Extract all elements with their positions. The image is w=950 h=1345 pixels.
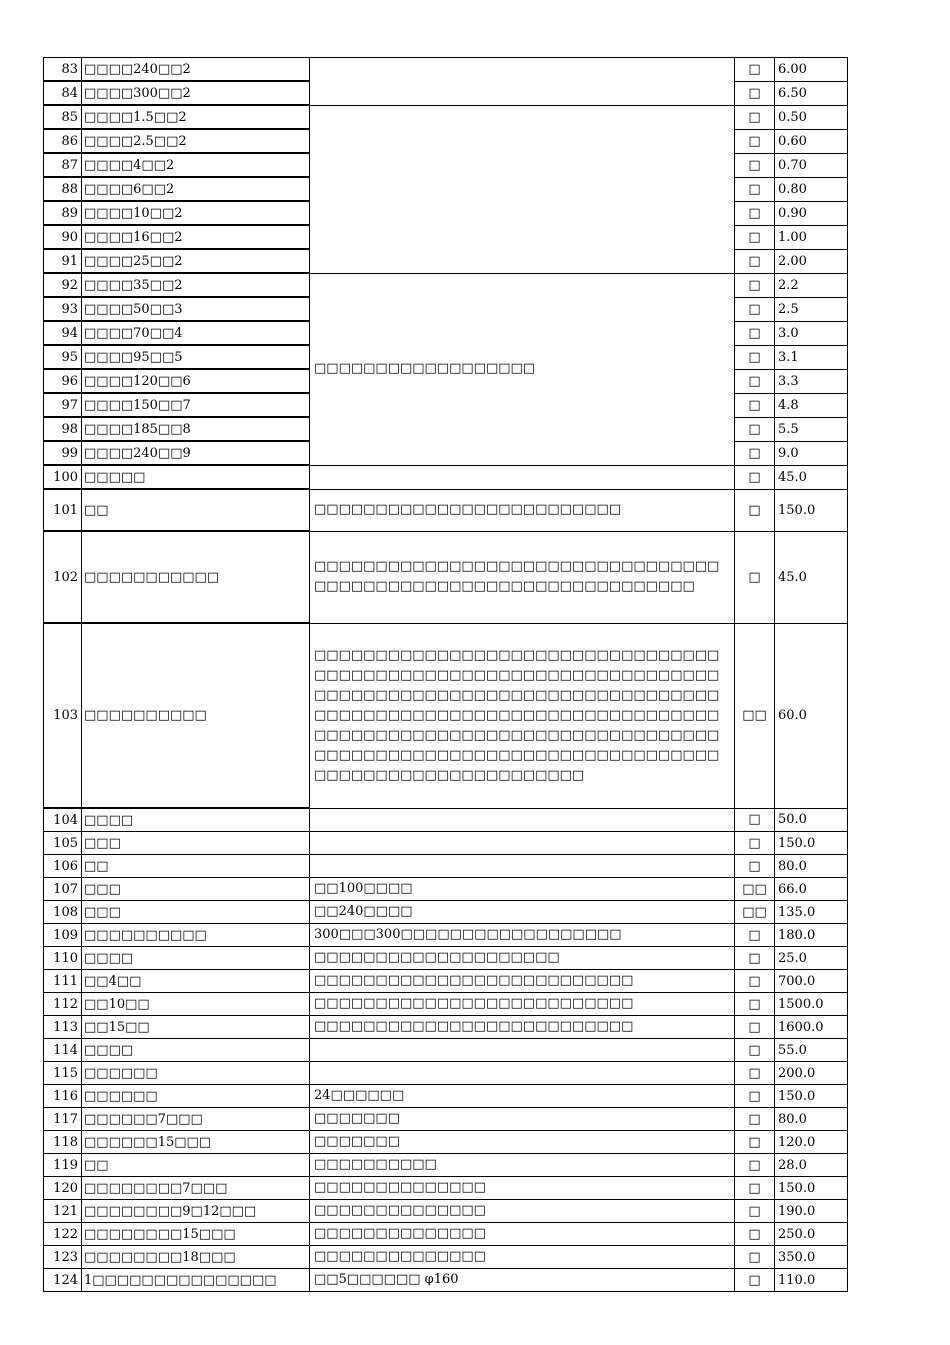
item-unit: □ — [735, 1131, 775, 1154]
table-row — [44, 947, 848, 970]
item-price: 0.70 — [775, 153, 848, 177]
item-name: □□□□ — [82, 808, 310, 832]
item-name: □□□□50□□3 — [82, 297, 310, 321]
item-price: 80.0 — [775, 855, 848, 878]
row-number: 124 — [44, 1269, 82, 1292]
row-number: 112 — [44, 993, 82, 1016]
item-price: 45.0 — [775, 531, 848, 623]
merged-description: □□□□□□□□□□□□□□□□□□ — [310, 273, 735, 465]
item-price: 700.0 — [775, 970, 848, 993]
item-price: 0.90 — [775, 201, 848, 225]
item-name: □□□□□□□□18□□□ — [82, 1246, 310, 1269]
item-name: 1□□□□□□□□□□□□□□□ — [82, 1269, 310, 1292]
item-description — [310, 1039, 735, 1062]
item-price: 120.0 — [775, 1131, 848, 1154]
item-description: □□□□□□□□□□□□□□ — [310, 1200, 735, 1223]
table-row — [44, 901, 848, 924]
item-description: □□□□□□□□□□□□□□□□□□□□□□□□□□□□□□□□□ □□□□□□□□□□□□□□□□□□□□□□□□□□□□□□□ — [310, 531, 735, 623]
item-unit: □ — [735, 808, 775, 832]
item-name: □□□□□ — [82, 465, 310, 489]
table-row — [44, 1085, 848, 1108]
table-row — [44, 465, 848, 489]
row-number: 101 — [44, 489, 82, 531]
item-unit: □□ — [735, 623, 775, 808]
item-unit: □ — [735, 153, 775, 177]
item-price: 5.5 — [775, 417, 848, 441]
item-price: 6.00 — [775, 58, 848, 82]
item-description: □□□□□□□□□□□□□□□□□□□□□□□□□ — [310, 489, 735, 531]
item-name: □□□□1.5□□2 — [82, 105, 310, 129]
item-price: 3.0 — [775, 321, 848, 345]
table-row — [44, 58, 848, 82]
merged-description — [310, 105, 735, 273]
row-number: 95 — [44, 345, 82, 369]
item-price: 2.00 — [775, 249, 848, 273]
item-price: 180.0 — [775, 924, 848, 947]
row-number: 91 — [44, 249, 82, 273]
item-name: □□□□300□□2 — [82, 81, 310, 105]
item-unit: □ — [735, 369, 775, 393]
item-description: 24□□□□□□ — [310, 1085, 735, 1108]
item-name: □□□□□□□□7□□□ — [82, 1177, 310, 1200]
item-unit: □ — [735, 273, 775, 297]
item-name: □□10□□ — [82, 993, 310, 1016]
item-description: □□□□□□□□□□□□□□ — [310, 1246, 735, 1269]
item-price: 45.0 — [775, 465, 848, 489]
table-row — [44, 832, 848, 855]
item-name: □□□□150□□7 — [82, 393, 310, 417]
item-name: □□□□35□□2 — [82, 273, 310, 297]
row-number: 120 — [44, 1177, 82, 1200]
item-price: 25.0 — [775, 947, 848, 970]
row-number: 83 — [44, 58, 82, 82]
row-number: 104 — [44, 808, 82, 832]
item-unit: □ — [735, 855, 775, 878]
item-description: □□100□□□□ — [310, 878, 735, 901]
item-price: 28.0 — [775, 1154, 848, 1177]
item-price: 9.0 — [775, 441, 848, 465]
item-name: □□4□□ — [82, 970, 310, 993]
row-number: 122 — [44, 1223, 82, 1246]
item-description: □□□□□□□□□□□□□□□□□□□□ — [310, 947, 735, 970]
row-number: 98 — [44, 417, 82, 441]
item-unit: □ — [735, 970, 775, 993]
item-unit: □ — [735, 393, 775, 417]
item-description: □□□□□□□□□□□□□□ — [310, 1223, 735, 1246]
item-price: 150.0 — [775, 489, 848, 531]
item-price: 66.0 — [775, 878, 848, 901]
row-number: 99 — [44, 441, 82, 465]
item-name: □□□□□□□□□□□ — [82, 531, 310, 623]
table-row — [44, 1177, 848, 1200]
item-price: 4.8 — [775, 393, 848, 417]
item-name: □□□ — [82, 901, 310, 924]
item-unit: □ — [735, 1177, 775, 1200]
item-unit: □ — [735, 249, 775, 273]
item-price: 190.0 — [775, 1200, 848, 1223]
table-row — [44, 924, 848, 947]
item-description: □□□□□□□□□□□□□□ — [310, 1177, 735, 1200]
item-price: 0.80 — [775, 177, 848, 201]
row-number: 121 — [44, 1200, 82, 1223]
item-unit: □ — [735, 201, 775, 225]
item-name: □□□□6□□2 — [82, 177, 310, 201]
merged-description — [310, 58, 735, 106]
item-unit: □ — [735, 1154, 775, 1177]
item-unit: □ — [735, 1062, 775, 1085]
row-number: 106 — [44, 855, 82, 878]
item-price: 135.0 — [775, 901, 848, 924]
row-number: 117 — [44, 1108, 82, 1131]
item-unit: □□ — [735, 901, 775, 924]
item-description — [310, 1062, 735, 1085]
item-description: □□□□□□□□□□□□□□□□□□□□□□□□□□ — [310, 1016, 735, 1039]
item-name: □□□□□□7□□□ — [82, 1108, 310, 1131]
item-price: 80.0 — [775, 1108, 848, 1131]
item-name: □□□□□□□□15□□□ — [82, 1223, 310, 1246]
item-name: □□ — [82, 489, 310, 531]
item-name: □□15□□ — [82, 1016, 310, 1039]
item-description: □□□□□□□□□□ — [310, 1154, 735, 1177]
item-name: □□□□95□□5 — [82, 345, 310, 369]
row-number: 116 — [44, 1085, 82, 1108]
item-unit: □ — [735, 321, 775, 345]
table-row — [44, 808, 848, 832]
row-number: 111 — [44, 970, 82, 993]
item-name: □□□□25□□2 — [82, 249, 310, 273]
item-description — [310, 808, 735, 832]
row-number: 100 — [44, 465, 82, 489]
row-number: 118 — [44, 1131, 82, 1154]
row-number: 84 — [44, 81, 82, 105]
row-number: 119 — [44, 1154, 82, 1177]
item-name: □□□□ — [82, 947, 310, 970]
table-row — [44, 1108, 848, 1131]
row-number: 103 — [44, 623, 82, 808]
item-name: □□□□2.5□□2 — [82, 129, 310, 153]
row-number: 113 — [44, 1016, 82, 1039]
item-unit: □ — [735, 993, 775, 1016]
item-name: □□□□10□□2 — [82, 201, 310, 225]
item-name: □□□□70□□4 — [82, 321, 310, 345]
table-row — [44, 1154, 848, 1177]
row-number: 109 — [44, 924, 82, 947]
item-description: □□□□□□□□□□□□□□□□□□□□□□□□□□ — [310, 993, 735, 1016]
item-description: □□5□□□□□□ φ160 — [310, 1269, 735, 1292]
table-row — [44, 273, 848, 297]
item-description: 300□□□300□□□□□□□□□□□□□□□□□□ — [310, 924, 735, 947]
item-name: □□□□240□□9 — [82, 441, 310, 465]
item-price: 0.60 — [775, 129, 848, 153]
item-description — [310, 832, 735, 855]
item-unit: □ — [735, 465, 775, 489]
row-number: 115 — [44, 1062, 82, 1085]
row-number: 85 — [44, 105, 82, 129]
item-unit: □ — [735, 345, 775, 369]
item-name: □□ — [82, 1154, 310, 1177]
table-row — [44, 993, 848, 1016]
row-number: 97 — [44, 393, 82, 417]
item-name: □□□ — [82, 878, 310, 901]
table-row — [44, 1246, 848, 1269]
item-price: 110.0 — [775, 1269, 848, 1292]
row-number: 107 — [44, 878, 82, 901]
item-unit: □ — [735, 417, 775, 441]
item-name: □□□□□□ — [82, 1085, 310, 1108]
item-unit: □ — [735, 947, 775, 970]
table-row — [44, 1269, 848, 1292]
row-number: 92 — [44, 273, 82, 297]
item-unit: □ — [735, 1223, 775, 1246]
item-description — [310, 465, 735, 489]
item-description: □□□□□□□ — [310, 1131, 735, 1154]
item-description: □□□□□□□□□□□□□□□□□□□□□□□□□□ — [310, 970, 735, 993]
table-row — [44, 1223, 848, 1246]
table-row — [44, 970, 848, 993]
row-number: 86 — [44, 129, 82, 153]
item-unit: □ — [735, 1039, 775, 1062]
item-description — [310, 855, 735, 878]
item-description: □□□□□□□ — [310, 1108, 735, 1131]
table-row — [44, 855, 848, 878]
item-unit: □□ — [735, 878, 775, 901]
item-name: □□□□ — [82, 1039, 310, 1062]
row-number: 90 — [44, 225, 82, 249]
item-price: 1.00 — [775, 225, 848, 249]
item-unit: □ — [735, 225, 775, 249]
item-unit: □ — [735, 489, 775, 531]
item-name: □□□□16□□2 — [82, 225, 310, 249]
table-row — [44, 531, 848, 623]
row-number: 123 — [44, 1246, 82, 1269]
table-row — [44, 1062, 848, 1085]
item-unit: □ — [735, 531, 775, 623]
item-unit: □ — [735, 441, 775, 465]
row-number: 94 — [44, 321, 82, 345]
row-number: 110 — [44, 947, 82, 970]
price-table — [43, 57, 848, 1292]
item-price: 2.2 — [775, 273, 848, 297]
item-price: 0.50 — [775, 105, 848, 129]
item-name: □□□□120□□6 — [82, 369, 310, 393]
item-unit: □ — [735, 1108, 775, 1131]
row-number: 93 — [44, 297, 82, 321]
row-number: 89 — [44, 201, 82, 225]
table-row — [44, 1039, 848, 1062]
item-price: 200.0 — [775, 1062, 848, 1085]
item-price: 50.0 — [775, 808, 848, 832]
item-price: 55.0 — [775, 1039, 848, 1062]
table-row — [44, 1200, 848, 1223]
item-price: 6.50 — [775, 81, 848, 105]
item-unit: □ — [735, 1269, 775, 1292]
item-price: 3.1 — [775, 345, 848, 369]
table-row — [44, 623, 848, 808]
item-unit: □ — [735, 105, 775, 129]
item-price: 150.0 — [775, 1177, 848, 1200]
row-number: 87 — [44, 153, 82, 177]
row-number: 96 — [44, 369, 82, 393]
item-unit: □ — [735, 58, 775, 82]
row-number: 102 — [44, 531, 82, 623]
item-price: 3.3 — [775, 369, 848, 393]
item-unit: □ — [735, 81, 775, 105]
item-unit: □ — [735, 297, 775, 321]
item-name: □□□□240□□2 — [82, 58, 310, 82]
table-row — [44, 489, 848, 531]
item-price: 1500.0 — [775, 993, 848, 1016]
item-price: 2.5 — [775, 297, 848, 321]
item-price: 250.0 — [775, 1223, 848, 1246]
row-number: 108 — [44, 901, 82, 924]
item-unit: □ — [735, 1246, 775, 1269]
item-unit: □ — [735, 832, 775, 855]
item-unit: □ — [735, 1085, 775, 1108]
item-unit: □ — [735, 129, 775, 153]
item-name: □□□□185□□8 — [82, 417, 310, 441]
row-number: 114 — [44, 1039, 82, 1062]
item-unit: □ — [735, 1016, 775, 1039]
item-name: □□□□□□ — [82, 1062, 310, 1085]
table-row — [44, 1131, 848, 1154]
item-price: 1600.0 — [775, 1016, 848, 1039]
item-unit: □ — [735, 1200, 775, 1223]
item-name: □□□□4□□2 — [82, 153, 310, 177]
item-name: □□ — [82, 855, 310, 878]
item-name: □□□ — [82, 832, 310, 855]
table-row — [44, 878, 848, 901]
table-row — [44, 105, 848, 129]
table-row — [44, 1016, 848, 1039]
row-number: 105 — [44, 832, 82, 855]
item-description: □□□□□□□□□□□□□□□□□□□□□□□□□□□□□□□□□ □□□□□□□□□□□□□□□□□□□□□□□□□□□□□□□□□ □□□□□□□□□□□□□□□□□□□□□□□□□□□□□□□□□ □□□□□□□□□□□□□□□□□□□□□□□□□□□□□□□□□ □□□□□□□□□□□□□□□□□□□□□□□□□□□□□□□□□ □□□□□□□□□□□□□□□□□□□□□□□□□□□□□□□□□ □□□□□□□□□□□□□□□□□□□□□□ — [310, 623, 735, 808]
item-name: □□□□□□□□□□ — [82, 924, 310, 947]
item-price: 150.0 — [775, 832, 848, 855]
item-unit: □ — [735, 177, 775, 201]
item-name: □□□□□□□□□□ — [82, 623, 310, 808]
item-name: □□□□□□15□□□ — [82, 1131, 310, 1154]
item-name: □□□□□□□□9□12□□□ — [82, 1200, 310, 1223]
row-number: 88 — [44, 177, 82, 201]
item-price: 350.0 — [775, 1246, 848, 1269]
item-price: 60.0 — [775, 623, 848, 808]
item-unit: □ — [735, 924, 775, 947]
item-description: □□240□□□□ — [310, 901, 735, 924]
item-price: 150.0 — [775, 1085, 848, 1108]
